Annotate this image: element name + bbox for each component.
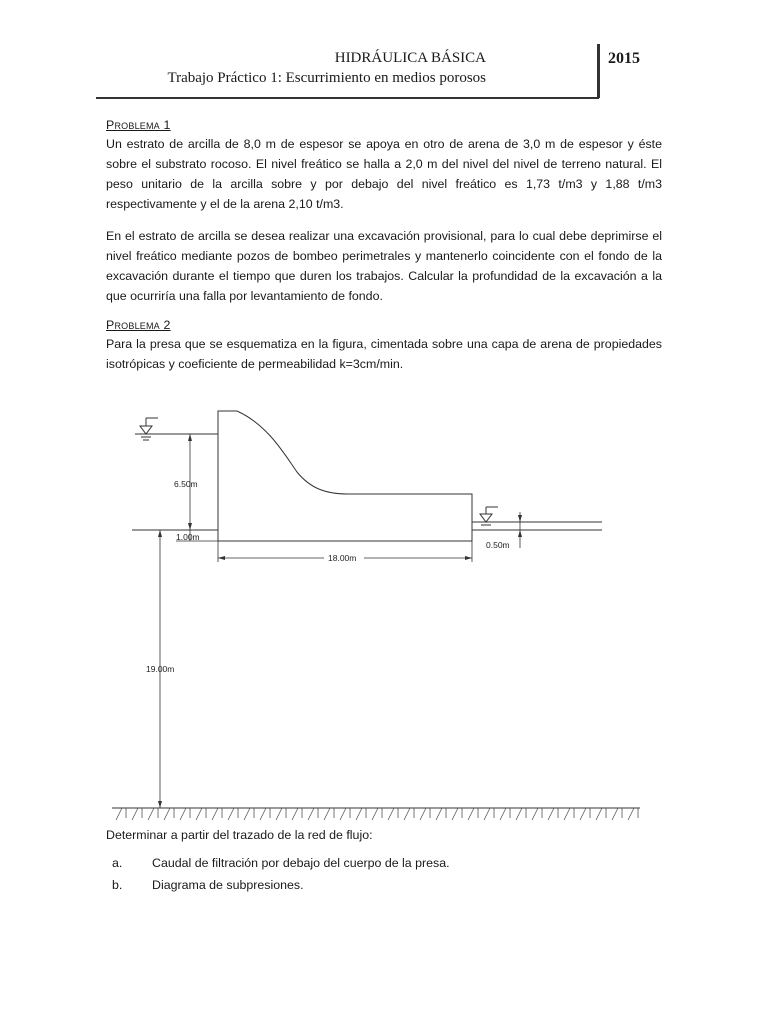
hatch-stroke — [452, 808, 458, 820]
dim-embed-label: 1.00m — [176, 532, 200, 542]
question-letter: a. — [112, 856, 123, 870]
hatch-stroke — [244, 808, 250, 820]
dim-base-arrow-left — [218, 556, 225, 560]
hatch-stroke — [276, 808, 282, 820]
hatch-stroke — [356, 808, 362, 820]
hatch-stroke — [212, 808, 218, 820]
header-year: 2015 — [608, 50, 640, 67]
hatch-stroke — [612, 808, 618, 820]
problem-1-paragraph-2: En el estrato de arcilla se desea realizar una excavación provisional, para lo cual debe deprimirse el nivel freático mediante pozos de bombeo perimetrales y mantenerlo coincidente con el fondo de la excavación durante el tiempo que duren los trabajos. Calcular la profundidad de la excavación a la que ocurriría una falla por levantamiento de fondo. — [106, 229, 662, 303]
hatch-stroke — [372, 808, 378, 820]
dim-depth-label: 19.00m — [146, 664, 175, 674]
hatch-stroke — [388, 808, 394, 820]
hatch-stroke — [228, 808, 234, 820]
hatch-stroke — [180, 808, 186, 820]
problem-1-title: Problema 1 — [106, 118, 171, 132]
dim-depth-arrow-bottom — [158, 801, 162, 808]
hatch-stroke — [500, 808, 506, 820]
hatch-stroke — [260, 808, 266, 820]
hatch-stroke — [196, 808, 202, 820]
questions-section — [106, 828, 662, 900]
hatch-stroke — [548, 808, 554, 820]
upstream-water-symbol — [140, 418, 158, 440]
hatch-stroke — [516, 808, 522, 820]
problem-2-title: Problema 2 — [106, 318, 171, 332]
hatch-stroke — [484, 808, 490, 820]
hatch-stroke — [324, 808, 330, 820]
course-title: HIDRÁULICA BÁSICA — [334, 50, 486, 66]
hatch-stroke — [532, 808, 538, 820]
dam-outline — [218, 411, 472, 530]
hatch-stroke — [564, 808, 570, 820]
dim-base-arrow-right — [465, 556, 472, 560]
dim-downstream-arrow-top — [518, 515, 522, 522]
question-letter: b. — [112, 878, 123, 892]
hatch-stroke — [308, 808, 314, 820]
problem-2-paragraph-1: Para la presa que se esquematiza en la figura, cimentada sobre una capa de arena de propiedades isotrópicas y coeficiente de permeabilidad k=3cm/min. — [106, 337, 662, 371]
dim-depth-arrow-top — [158, 530, 162, 537]
hatch-stroke — [580, 808, 586, 820]
dim-downstream-label: 0.50m — [486, 540, 510, 550]
hatch-stroke — [468, 808, 474, 820]
dim-arrow-top — [188, 434, 192, 441]
dim-downstream-arrow-bottom — [518, 530, 522, 537]
hatch-stroke — [292, 808, 298, 820]
assignment-subtitle: Trabajo Práctico 1: Escurrimiento en medios porosos — [167, 70, 486, 86]
hatch-stroke — [628, 808, 634, 820]
hatch-stroke — [164, 808, 170, 820]
question-text: Diagrama de subpresiones. — [152, 878, 304, 892]
hatch-stroke — [132, 808, 138, 820]
problem-1-paragraph-1: Un estrato de arcilla de 8,0 m de espesor se apoya en otro de arena de 3,0 m de espesor y éste sobre el substrato rocoso. El nivel freático se halla a 2,0 m del nivel del nivel de terreno natural. El peso unitario de la arcilla sobre y por debajo del nivel freático es 1,73 t/m3 y 1,88 t/m3 respectivamente y el de la arena 2,10 t/m3. — [106, 137, 662, 211]
question-text: Caudal de filtración por debajo del cuerpo de la presa. — [152, 856, 450, 870]
questions-title: Determinar a partir del trazado de la red de flujo: — [106, 828, 373, 842]
question-item — [106, 856, 662, 870]
hatch-stroke — [596, 808, 602, 820]
hatch-stroke — [116, 808, 122, 820]
hatch-stroke — [436, 808, 442, 820]
hatch-stroke — [404, 808, 410, 820]
hatch-stroke — [340, 808, 346, 820]
base-hatching — [116, 808, 638, 820]
hatch-stroke — [148, 808, 154, 820]
dim-base-label: 18.00m — [328, 553, 357, 563]
question-item — [106, 878, 662, 892]
dim-upstream-head-label: 6.50m — [174, 479, 198, 489]
dim-arrow-bottom — [188, 523, 192, 530]
hatch-stroke — [420, 808, 426, 820]
